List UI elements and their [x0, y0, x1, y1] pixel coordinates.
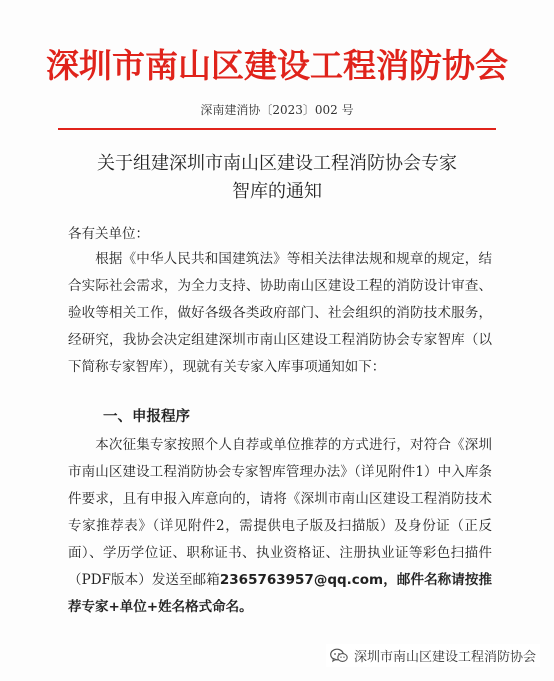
- document-number: 深南建消协〔2023〕002 号: [200, 103, 354, 117]
- salutation: 各有关单位：: [68, 226, 149, 242]
- wechat-watermark: [326, 644, 540, 667]
- wechat-icon: [330, 648, 348, 664]
- notice-title: [60, 150, 494, 206]
- email-naming-rule: ，邮件名称请按推荐专家+单位+姓名格式命名。: [68, 572, 493, 615]
- watermark-label: 深圳市南山区建设工程消防协会: [353, 650, 536, 665]
- notice-title-line-2: 智库的通知: [232, 181, 322, 202]
- red-divider: [58, 128, 496, 130]
- intro-paragraph-text: 根据《中华人民共和国建筑法》等相关法律法规和规章的规定，结合实际社会需求，为全力支持、协助南山区建设工程的消防设计审查、验收等相关工作，做好各级各类政府部门、社会组织的消防技术服务，经研究，我协会决定组建深圳市南山区建设工程消防协会专家智库（以下简称专家智库），现就有关专家入库事项通知如下：: [68, 251, 492, 375]
- section-heading-application-procedure: 一、申报程序: [103, 409, 190, 425]
- organization-title: 深圳市南山区建设工程消防协会: [46, 46, 508, 85]
- notice-title-line-1: 关于组建深圳市南山区建设工程消防协会专家: [97, 153, 457, 174]
- intro-paragraph: [68, 246, 492, 381]
- submission-email: 2365763957@qq.com: [219, 572, 384, 588]
- procedure-paragraph-text: 本次征集专家按照个人自荐或单位推荐的方式进行，对符合《深圳市南山区建设工程消防协会专家智库管理办法》（详见附件1）中入库条件要求，且有申报入库意向的，请将《深圳市南山区建设工程消防技术专家推荐表》（详见附件2，需提供电子版及扫描版）及身份证（正反面）、学历学位证、职称证书、执业资格证、注册执业证等彩色扫描件（PDF版本）发送至邮箱: [68, 437, 492, 588]
- procedure-paragraph: [68, 432, 492, 621]
